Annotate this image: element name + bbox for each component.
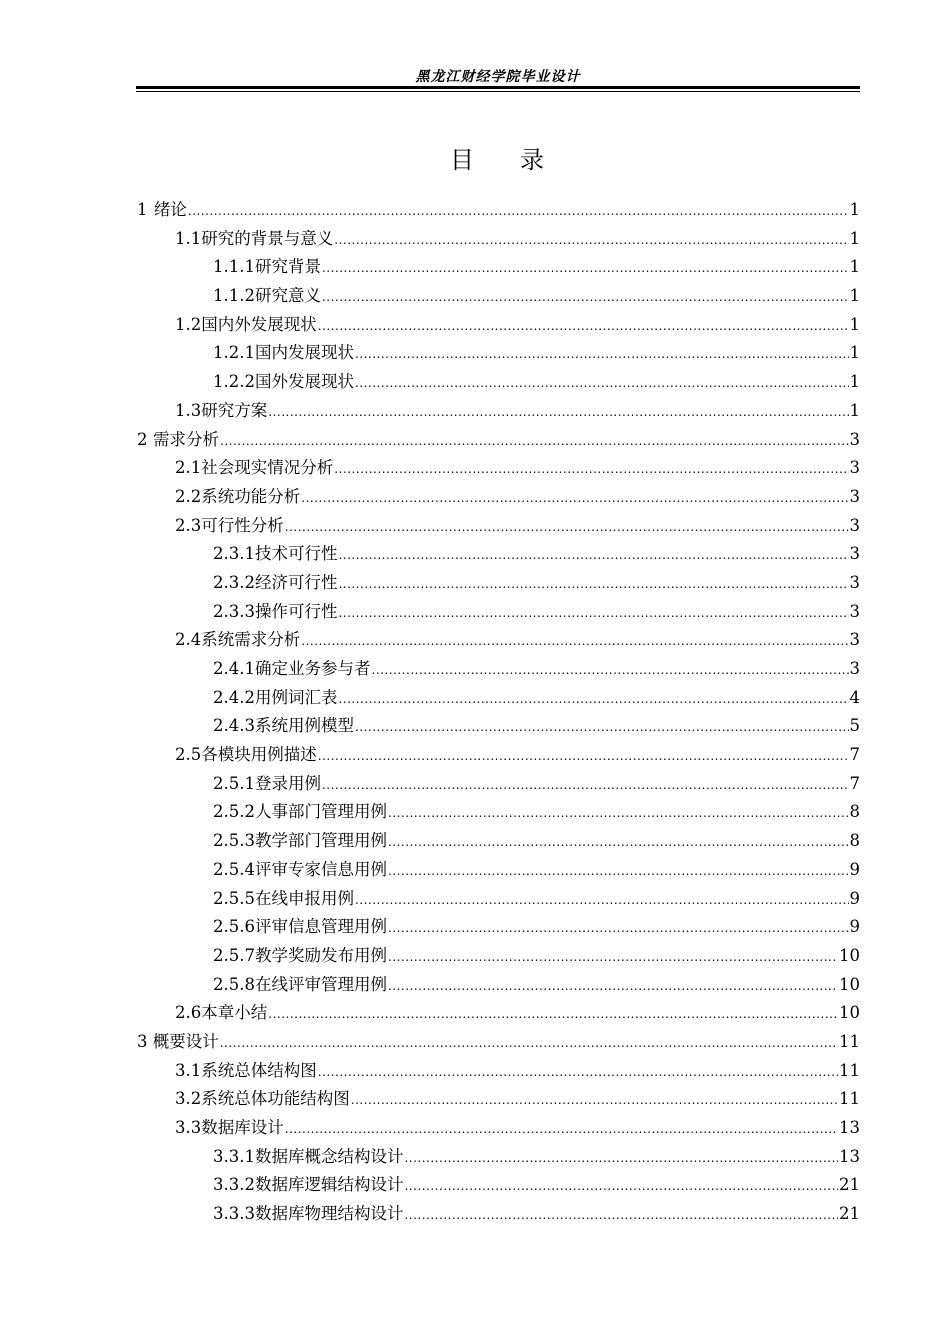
toc-entry-page: 5: [849, 716, 860, 736]
toc-entry-number: 2.1: [175, 458, 202, 478]
toc-entry-page: 3: [849, 630, 860, 650]
toc-dot-leader: [322, 771, 849, 800]
toc-title-char-1: 目: [450, 146, 476, 174]
toc-entry-number: 1.1: [175, 228, 202, 248]
toc-entry-page: 10: [839, 1003, 860, 1023]
toc-dot-leader: [338, 570, 848, 599]
toc-entry-page: 4: [849, 687, 860, 707]
toc-entry-page: 11: [839, 1060, 860, 1080]
toc-entry-page: 3: [849, 544, 860, 564]
toc-entry[interactable]: [0, 339, 950, 368]
toc-entry-title: 评审专家信息用例: [254, 859, 387, 879]
toc-title: [0, 140, 950, 175]
toc-entry-number: 2.5.7: [213, 945, 255, 965]
toc-entry-title: 研究背景: [254, 257, 321, 277]
toc-entry[interactable]: [0, 684, 950, 713]
toc-dot-leader: [338, 599, 848, 628]
toc-entry-title: 系统需求分析: [201, 630, 301, 650]
toc-entry[interactable]: [0, 885, 950, 914]
toc-entry-page: 11: [839, 1031, 860, 1051]
toc-entry-number: 3.3.1: [213, 1146, 255, 1166]
toc-entry[interactable]: [0, 655, 950, 684]
toc-dot-leader: [322, 254, 849, 283]
toc-entry[interactable]: [0, 1085, 950, 1114]
toc-dot-leader: [388, 943, 838, 972]
toc-dot-leader: [318, 312, 849, 341]
toc-entry-page: 21: [839, 1175, 860, 1195]
toc-entry[interactable]: [0, 282, 950, 311]
toc-entry-number: 2.3.1: [213, 544, 255, 564]
toc-dot-leader: [338, 541, 848, 570]
toc-entry-page: 7: [849, 745, 860, 765]
toc-entry[interactable]: [0, 971, 950, 1000]
toc-dot-leader: [188, 197, 849, 226]
toc-entry-title: 本章小结: [201, 1003, 268, 1023]
toc-entry-number: 3: [137, 1031, 148, 1051]
toc-entry[interactable]: [0, 942, 950, 971]
toc-entry-title: 数据库物理结构设计: [254, 1204, 404, 1224]
toc-entry[interactable]: [0, 368, 950, 397]
toc-entry-number: 1.2: [175, 314, 202, 334]
toc-entry[interactable]: [0, 1143, 950, 1172]
toc-entry-title: 绪论: [153, 200, 187, 219]
table-of-contents: [0, 196, 950, 1229]
toc-entry-page: 10: [839, 974, 860, 994]
toc-entry[interactable]: [0, 770, 950, 799]
toc-dot-leader: [322, 283, 849, 312]
toc-entry-page: 1: [849, 314, 860, 334]
toc-entry-title: 国内外发展现状: [201, 314, 317, 334]
toc-entry-page: 3: [849, 572, 860, 592]
toc-entry-number: 2.5.5: [213, 888, 255, 908]
toc-entry-number: 2.3.2: [213, 572, 255, 592]
toc-entry-number: 2.4.3: [213, 716, 255, 736]
toc-dot-leader: [268, 398, 848, 427]
toc-entry-number: 1: [137, 200, 148, 219]
toc-entry-title: 国内发展现状: [254, 343, 354, 363]
toc-entry[interactable]: [0, 798, 950, 827]
toc-entry-number: 2.5.8: [213, 974, 255, 994]
toc-entry-page: 3: [849, 601, 860, 621]
toc-entry-page: 21: [839, 1204, 860, 1224]
toc-entry-title: 系统总体结构图: [201, 1060, 317, 1080]
toc-entry[interactable]: [0, 741, 950, 770]
toc-entry-page: 3: [849, 458, 860, 478]
toc-entry-page: 13: [839, 1146, 860, 1166]
toc-entry-number: 2.5: [175, 745, 202, 765]
toc-entry-number: 2.5.1: [213, 773, 255, 793]
toc-dot-leader: [301, 484, 848, 513]
toc-entry-page: 1: [849, 343, 860, 363]
toc-entry[interactable]: [0, 856, 950, 885]
toc-dot-leader: [334, 226, 848, 255]
toc-entry-page: 10: [839, 945, 860, 965]
toc-entry-page: 1: [849, 228, 860, 248]
toc-dot-leader: [355, 340, 849, 369]
toc-entry-page: 11: [839, 1089, 860, 1109]
toc-entry[interactable]: [0, 999, 950, 1028]
toc-dot-leader: [268, 1000, 838, 1029]
toc-dot-leader: [334, 455, 848, 484]
toc-dot-leader: [285, 1115, 838, 1144]
toc-dot-leader: [404, 1201, 838, 1230]
toc-entry-title: 用例词汇表: [254, 687, 338, 707]
header-rule-thin: [136, 91, 860, 92]
toc-dot-leader: [371, 656, 848, 685]
toc-entry-page: 13: [839, 1118, 860, 1137]
toc-entry-page: 1: [849, 200, 860, 219]
toc-entry[interactable]: [0, 569, 950, 598]
toc-entry-title: 概要设计: [152, 1031, 219, 1051]
toc-dot-leader: [220, 427, 849, 456]
toc-dot-leader: [404, 1144, 838, 1173]
toc-entry-number: 2.4: [175, 630, 202, 650]
toc-entry-number: 3.3.3: [213, 1204, 255, 1224]
toc-dot-leader: [388, 914, 849, 943]
toc-entry-title: 教学奖励发布用例: [254, 945, 387, 965]
toc-entry-title: 在线评审管理用例: [254, 974, 387, 994]
toc-entry-page: 8: [849, 802, 860, 822]
toc-entry-number: 2.5.4: [213, 859, 255, 879]
toc-dot-leader: [301, 627, 848, 656]
toc-entry-title: 登录用例: [254, 773, 321, 793]
toc-entry-number: 2.5.6: [213, 917, 255, 937]
toc-dot-leader: [355, 369, 849, 398]
toc-dot-leader: [355, 713, 849, 742]
toc-entry-title: 研究意义: [254, 286, 321, 306]
toc-entry-title: 社会现实情况分析: [201, 458, 334, 478]
toc-entry-page: 3: [849, 659, 860, 678]
toc-entry-title: 系统总体功能结构图: [201, 1089, 350, 1109]
toc-entry-number: 3.1: [175, 1060, 202, 1080]
toc-entry[interactable]: [0, 426, 950, 455]
toc-entry-title: 各模块用例描述: [201, 745, 317, 765]
toc-entry[interactable]: [0, 1200, 950, 1229]
toc-entry-title: 在线申报用例: [254, 888, 354, 908]
toc-entry-title: 人事部门管理用例: [254, 802, 387, 822]
toc-entry[interactable]: [0, 196, 950, 225]
toc-entry-page: 3: [849, 429, 860, 449]
toc-entry-page: 1: [849, 372, 860, 392]
toc-dot-leader: [285, 513, 849, 542]
toc-entry[interactable]: [0, 512, 950, 541]
toc-entry[interactable]: [0, 483, 950, 512]
header-rule-thick: [136, 86, 860, 89]
toc-entry-title: 需求分析: [153, 429, 219, 449]
toc-dot-leader: [338, 685, 848, 714]
toc-entry[interactable]: [0, 712, 950, 741]
toc-entry-number: 1.2.2: [213, 372, 255, 392]
toc-dot-leader: [388, 857, 849, 886]
toc-entry[interactable]: [0, 225, 950, 254]
toc-dot-leader: [355, 886, 849, 915]
toc-entry-number: 2.3: [175, 515, 202, 535]
toc-entry-page: 1: [849, 400, 860, 420]
toc-entry[interactable]: [0, 1028, 950, 1057]
toc-entry-number: 2.2: [175, 486, 202, 506]
toc-entry-page: 1: [849, 257, 860, 277]
toc-entry-title: 评审信息管理用例: [254, 917, 387, 937]
toc-dot-leader: [220, 1029, 838, 1058]
toc-entry-page: 8: [849, 831, 860, 851]
toc-entry-number: 2.5.3: [213, 831, 255, 851]
toc-entry[interactable]: [0, 311, 950, 340]
toc-entry-number: 1.1.1: [213, 257, 255, 277]
toc-dot-leader: [318, 1058, 838, 1087]
toc-dot-leader: [404, 1172, 838, 1201]
toc-dot-leader: [351, 1086, 838, 1115]
toc-entry[interactable]: [0, 626, 950, 655]
toc-entry[interactable]: [0, 397, 950, 426]
toc-entry-title: 经济可行性: [254, 572, 338, 592]
toc-entry-page: 9: [849, 888, 860, 908]
toc-entry-number: 3.3.2: [213, 1175, 255, 1195]
toc-entry[interactable]: [0, 598, 950, 627]
toc-entry[interactable]: [0, 1171, 950, 1200]
toc-entry[interactable]: [0, 540, 950, 569]
toc-entry-page: 9: [849, 859, 860, 879]
toc-entry-title: 研究方案: [201, 400, 268, 420]
toc-entry-title: 研究的背景与意义: [201, 228, 334, 248]
toc-entry-title: 系统功能分析: [201, 486, 301, 506]
toc-entry-title: 技术可行性: [254, 544, 338, 564]
toc-dot-leader: [388, 799, 849, 828]
toc-entry-title: 数据库逻辑结构设计: [254, 1175, 404, 1195]
toc-dot-leader: [388, 972, 838, 1001]
toc-entry-number: 2.5.2: [213, 802, 255, 822]
toc-dot-leader: [388, 828, 849, 857]
toc-entry-number: 1.3: [175, 400, 202, 420]
toc-entry-number: 3.3: [175, 1118, 202, 1137]
toc-entry-page: 1: [849, 286, 860, 306]
toc-entry[interactable]: [0, 913, 950, 942]
toc-entry-number: 1.2.1: [213, 343, 255, 363]
toc-entry-title: 系统用例模型: [254, 716, 354, 736]
toc-entry-page: 9: [849, 917, 860, 937]
toc-entry-number: 3.2: [175, 1089, 202, 1109]
toc-entry-title: 国外发展现状: [254, 372, 354, 392]
toc-entry[interactable]: [0, 1114, 950, 1143]
toc-entry[interactable]: [0, 827, 950, 856]
toc-entry[interactable]: [0, 1057, 950, 1086]
toc-entry-page: 3: [849, 486, 860, 506]
toc-entry-title: 教学部门管理用例: [254, 831, 387, 851]
toc-entry-number: 2.4.1: [213, 659, 255, 678]
toc-entry-page: 7: [849, 773, 860, 793]
page-header: 黑龙江财经学院毕业设计: [415, 69, 581, 85]
toc-entry-number: 2.4.2: [213, 687, 255, 707]
toc-entry[interactable]: [0, 454, 950, 483]
toc-entry-title: 数据库概念结构设计: [254, 1146, 404, 1166]
toc-dot-leader: [318, 742, 849, 771]
toc-entry-title: 可行性分析: [201, 515, 284, 535]
toc-entry-title: 操作可行性: [254, 601, 338, 621]
toc-entry-title: 确定业务参与者: [254, 659, 371, 678]
toc-title-char-2: 录: [520, 146, 546, 174]
toc-entry-number: 2.3.3: [213, 601, 255, 621]
toc-entry-page: 3: [849, 515, 860, 535]
toc-entry-number: 1.1.2: [213, 286, 255, 306]
toc-entry[interactable]: [0, 253, 950, 282]
toc-entry-title: 数据库设计: [201, 1118, 284, 1137]
toc-entry-number: 2: [137, 429, 148, 449]
toc-entry-number: 2.6: [175, 1003, 202, 1023]
